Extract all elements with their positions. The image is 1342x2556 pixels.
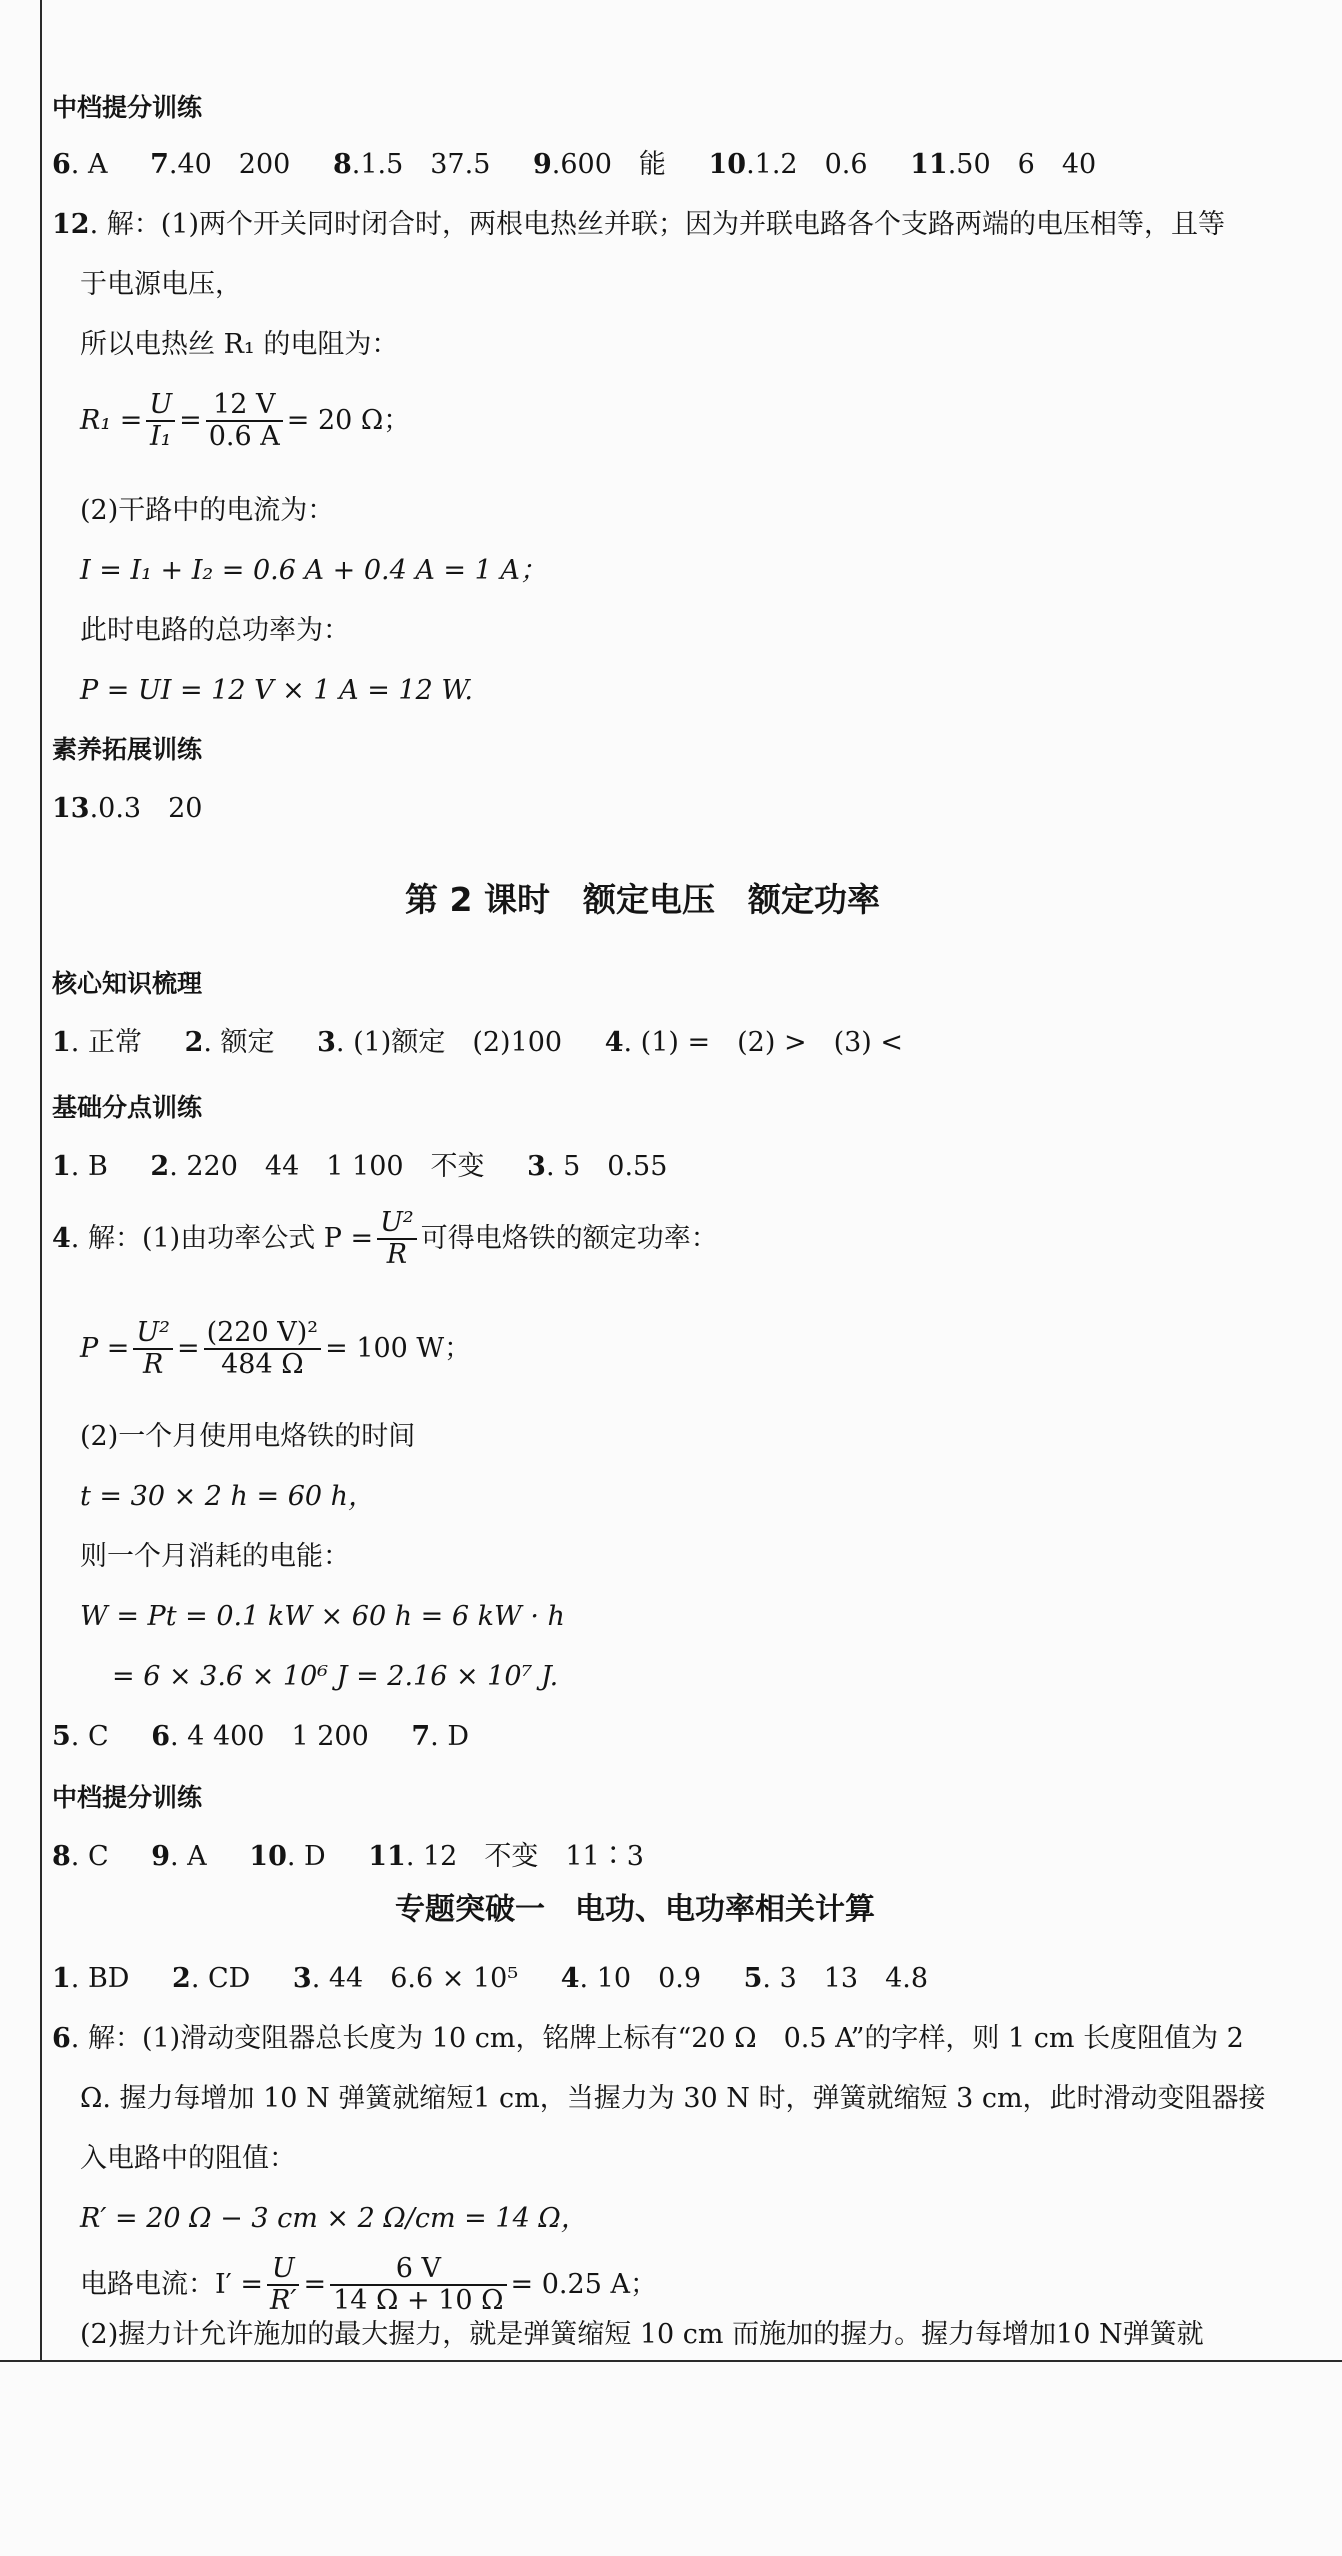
topic-title: 专题突破一 电功、电功率相关计算 — [395, 1892, 875, 1927]
q4-formula-power — [80, 1318, 471, 1380]
q-number: 6 — [52, 2023, 71, 2054]
q-number: 2 — [150, 1151, 170, 1182]
answer-text: . 44 6.6 × 10⁵ — [311, 1963, 519, 1994]
answer-text: . A — [170, 1841, 207, 1872]
fraction — [146, 390, 175, 452]
formula-rhs: = 0.25 A； — [510, 2269, 657, 2300]
section-heading-core-knowledge: 核心知识梳理 — [52, 969, 203, 998]
denominator: R — [143, 1349, 164, 1380]
fraction — [330, 2254, 506, 2316]
numerator: U² — [133, 1318, 173, 1350]
answer-text: . 4 400 1 200 — [170, 1721, 369, 1752]
answer-line-topic-1-5 — [52, 1962, 928, 1996]
q4-formula-energy-1: W = Pt = 0.1 kW × 60 h = 6 kW · h — [80, 1601, 565, 1632]
q-number: 4 — [604, 1027, 624, 1058]
solution-text: 可得电烙铁的额定功率： — [420, 1223, 718, 1254]
q-number: 7 — [150, 149, 169, 180]
formula-rhs: = 100 W； — [325, 1333, 472, 1364]
q-number: 3 — [292, 1963, 312, 1994]
equals: = — [176, 1333, 200, 1364]
q-number: 5 — [52, 1721, 71, 1752]
fraction — [133, 1318, 173, 1380]
answer-text: . C — [70, 1841, 109, 1872]
q12-line-2: 于电源电压， — [80, 269, 242, 300]
q4-formula-energy-2: = 6 × 3.6 × 10⁶ J = 2.16 × 10⁷ J. — [112, 1661, 559, 1692]
numerator: 6 V — [330, 2254, 506, 2286]
left-margin-rule — [40, 0, 42, 2360]
q-number: 11 — [910, 149, 948, 180]
q-number: 6 — [52, 149, 71, 180]
q12-power-text: 此时电路的总功率为： — [80, 615, 350, 646]
bottom-rule — [0, 2360, 1342, 2362]
denominator: R′ — [270, 2285, 297, 2316]
formula-lhs: 电路电流：I′ = — [80, 2269, 264, 2300]
section-heading-basic-training: 基础分点训练 — [52, 1093, 203, 1122]
q4-part-2: (2)一个月使用电烙铁的时间 — [80, 1421, 416, 1452]
solution-text: . 解：(1)两个开关同时闭合时，两根电热丝并联；因为并联电路各个支路两端的电压相等，且等 — [89, 209, 1225, 240]
q12-line-1 — [52, 208, 1225, 242]
numerator: U² — [377, 1208, 417, 1240]
answer-text: .1.2 0.6 — [746, 149, 868, 180]
answer-text: . 10 0.9 — [579, 1963, 702, 1994]
answer-line-1-4 — [52, 1026, 903, 1060]
equals: = — [179, 405, 202, 436]
q-number: 2 — [172, 1963, 191, 1994]
answer-text: .50 6 40 — [947, 149, 1097, 180]
q12-line-3: 所以电热丝 R₁ 的电阻为： — [80, 329, 399, 360]
q-number: 5 — [743, 1963, 763, 1994]
q6-formula-resistance: R′ = 20 Ω − 3 cm × 2 Ω/cm = 14 Ω， — [80, 2203, 588, 2234]
fraction — [267, 2254, 299, 2316]
q6-line-1 — [52, 2022, 1244, 2056]
q-number: 9 — [532, 149, 552, 180]
q-number: 7 — [411, 1721, 431, 1752]
q-number: 9 — [151, 1841, 171, 1872]
answer-text: . D — [286, 1841, 326, 1872]
answer-text: . D — [430, 1721, 469, 1752]
q-number: 8 — [52, 1841, 71, 1872]
equals: = — [303, 2269, 327, 2300]
q12-formula-r1 — [80, 390, 410, 452]
q-number: 4 — [560, 1963, 580, 1994]
answer-text: . 额定 — [203, 1027, 275, 1058]
answer-text: . 3 13 4.8 — [762, 1963, 929, 1994]
formula-lhs: P = — [80, 1333, 130, 1364]
solution-text: . 解：(1)由功率公式 P = — [70, 1223, 374, 1254]
lesson-title: 第 2 课时 额定电压 额定功率 — [405, 880, 880, 919]
formula-lhs: R₁ = — [80, 405, 143, 436]
answer-text: . 5 0.55 — [545, 1151, 668, 1182]
answer-text: . BD — [70, 1963, 130, 1994]
q4-line-1 — [52, 1208, 718, 1270]
q6-formula-current — [80, 2254, 657, 2316]
answer-line-8-11 — [52, 1840, 644, 1874]
fraction — [377, 1208, 417, 1270]
answer-line-13 — [52, 792, 202, 826]
q-number: 13 — [52, 793, 90, 824]
section-heading-extension: 素养拓展训练 — [52, 735, 203, 764]
q4-energy-text: 则一个月消耗的电能： — [80, 1541, 350, 1572]
answer-line-5-7 — [52, 1720, 469, 1754]
section-heading-mid-level-2: 中档提分训练 — [52, 1783, 203, 1812]
answer-text: . (1) = (2) > (3) < — [623, 1027, 904, 1058]
q4-formula-time: t = 30 × 2 h = 60 h， — [80, 1481, 376, 1512]
answer-text: . (1)额定 (2)100 — [335, 1027, 563, 1058]
q6-line-2: Ω. 握力每增加 10 N 弹簧就缩短1 cm，当握力为 30 N 时，弹簧就缩短 3 cm，此时滑动变阻器接 — [80, 2083, 1266, 2114]
answer-text: . A — [70, 149, 108, 180]
section-heading-mid-level-1: 中档提分训练 — [52, 93, 203, 122]
q-number: 12 — [52, 209, 90, 240]
q-number: 6 — [151, 1721, 171, 1752]
q6-line-3: 入电路中的阻值： — [80, 2143, 296, 2174]
answer-text: . CD — [190, 1963, 251, 1994]
q-number: 1 — [52, 1151, 71, 1182]
q-number: 3 — [317, 1027, 336, 1058]
denominator: 484 Ω — [221, 1349, 304, 1380]
q-number: 3 — [527, 1151, 546, 1182]
answer-line-1-3 — [52, 1150, 667, 1184]
answer-line-6-11 — [52, 148, 1096, 182]
q-number: 11 — [368, 1841, 406, 1872]
answer-text: . 12 不变 11∶3 — [405, 1841, 644, 1872]
q12-formula-current: I = I₁ + I₂ = 0.6 A + 0.4 A = 1 A； — [80, 555, 547, 586]
q-number: 1 — [52, 1963, 71, 1994]
answer-text: . C — [70, 1721, 109, 1752]
answer-text: . 正常 — [70, 1027, 142, 1058]
q-number: 2 — [184, 1027, 204, 1058]
solution-text: . 解：(1)滑动变阻器总长度为 10 cm，铭牌上标有“20 Ω 0.5 A”的字样，则 1 cm 长度阻值为 2 — [70, 2023, 1244, 2054]
denominator: 0.6 A — [208, 421, 280, 452]
answer-text: .0.3 20 — [89, 793, 203, 824]
q-number: 10 — [249, 1841, 287, 1872]
answer-text: .1.5 37.5 — [351, 149, 491, 180]
numerator: 12 V — [206, 390, 283, 422]
q6-part-2: (2)握力计允许施加的最大握力，就是弹簧缩短 10 cm 而施加的握力。握力每增加10 N弹簧就 — [80, 2319, 1204, 2350]
denominator: R — [386, 1239, 408, 1270]
q-number: 8 — [332, 149, 352, 180]
numerator: (220 V)² — [204, 1318, 322, 1350]
answer-text: .40 200 — [168, 149, 291, 180]
numerator: U — [267, 2254, 299, 2286]
answer-text: . 220 44 1 100 不变 — [169, 1151, 485, 1182]
q12-part-2: (2)干路中的电流为： — [80, 495, 335, 526]
fraction — [204, 1318, 322, 1380]
numerator: U — [146, 390, 175, 422]
formula-rhs: = 20 Ω； — [286, 405, 411, 436]
q-number: 10 — [708, 149, 747, 180]
denominator: I₁ — [149, 421, 172, 452]
q-number: 1 — [52, 1027, 71, 1058]
answer-text: .600 能 — [551, 149, 666, 180]
q12-formula-power: P = UI = 12 V × 1 A = 12 W. — [80, 675, 473, 706]
q-number: 4 — [52, 1223, 71, 1254]
fraction — [206, 390, 283, 452]
denominator: 14 Ω + 10 Ω — [333, 2285, 504, 2316]
answer-text: . B — [70, 1151, 108, 1182]
